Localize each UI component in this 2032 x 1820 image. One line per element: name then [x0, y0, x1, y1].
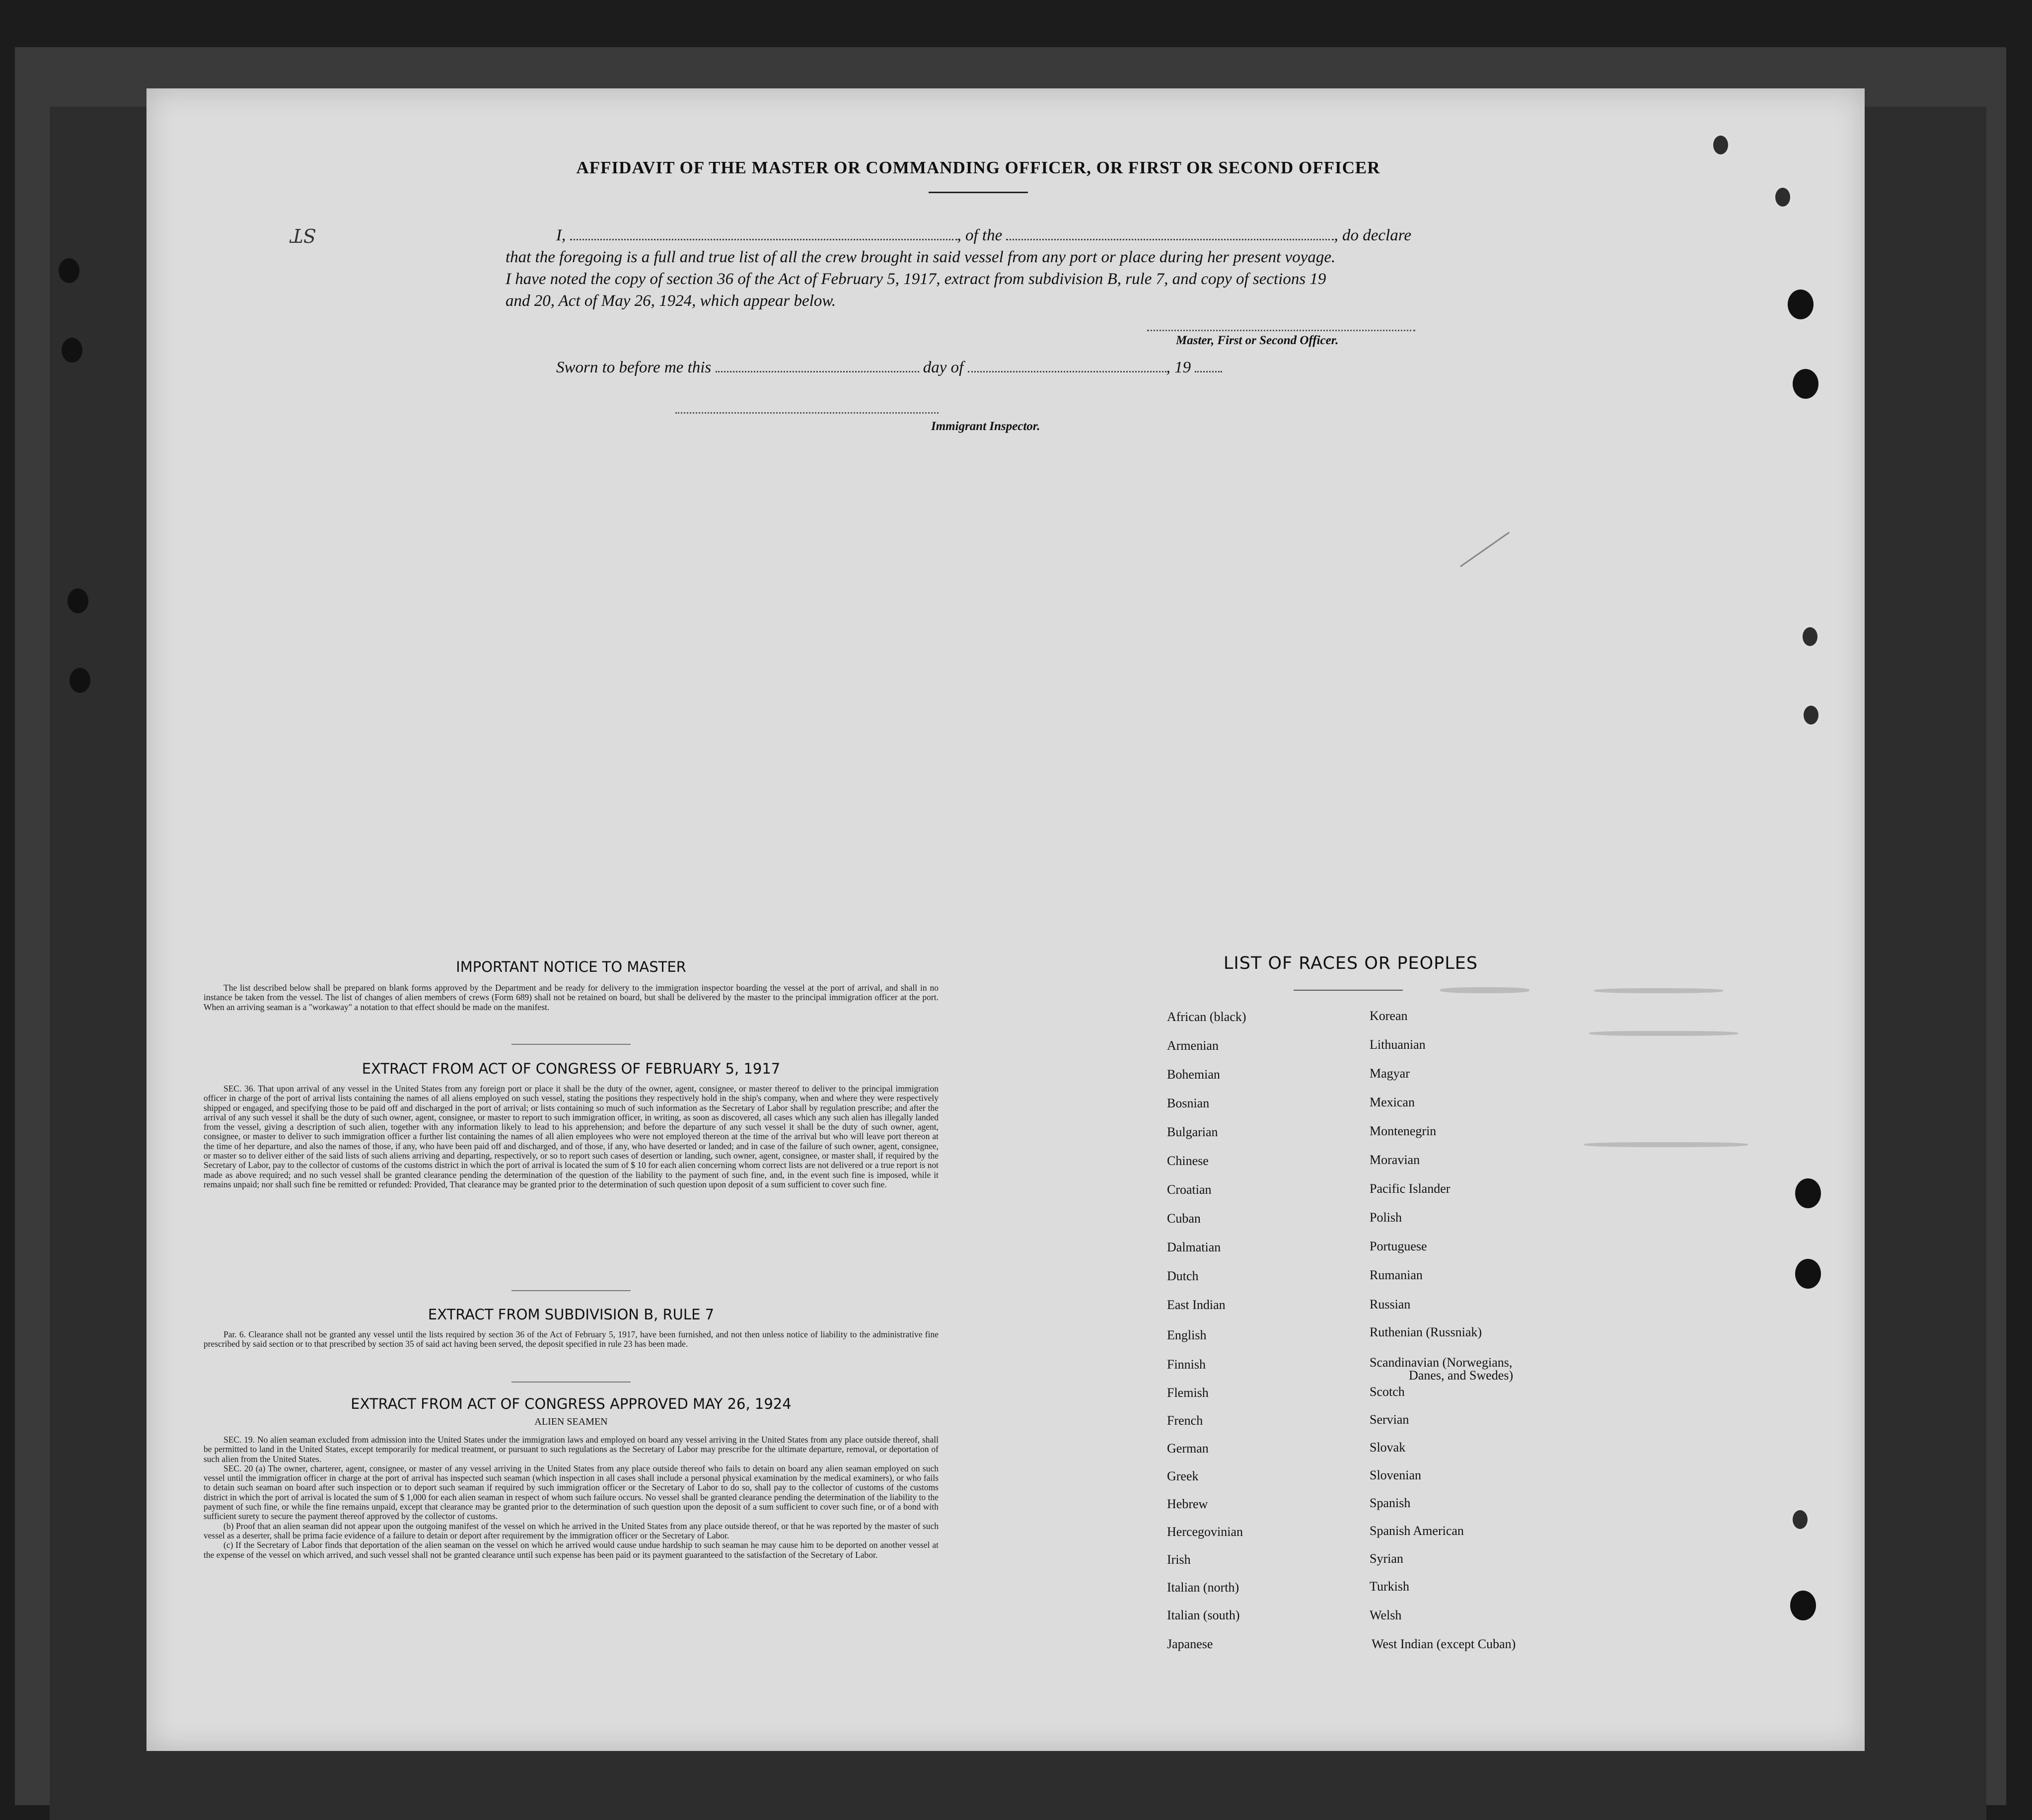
- extract-1924-text: [204, 1435, 939, 1560]
- sworn-day-blank[interactable]: [716, 370, 919, 372]
- declaration-do-declare: , do declare: [1334, 226, 1411, 244]
- notice-paragraph: The list described below shall be prepared on blank forms approved by the Department and be ready for delivery to the immigration inspector boarding the vessel at the port of arrival, and shall in no instance be taken from the vessel. The list of changes of alien members of crews (Form 689) shall not be retained on board, but shall be delivered by the master to the principal immigration officer at the port. When an arriving seaman is a "workaway" a notation to that effect should be made on the manifest.: [204, 983, 939, 1012]
- races-title: LIST OF RACES OR PEOPLES: [1223, 953, 1478, 973]
- declaration-of-the: , of the: [957, 226, 1003, 244]
- race-item: Bulgarian: [1167, 1125, 1218, 1139]
- section-divider: [511, 1382, 631, 1383]
- race-item: Japanese: [1167, 1637, 1213, 1651]
- name-blank[interactable]: [570, 238, 957, 240]
- race-item: Turkish: [1370, 1579, 1409, 1594]
- race-item: Greek: [1167, 1469, 1199, 1483]
- binder-hole: [1795, 1178, 1821, 1208]
- race-item: East Indian: [1167, 1298, 1226, 1312]
- ledger-hole: [62, 338, 82, 363]
- notice-text: [204, 983, 939, 1012]
- race-item: Hercegovinian: [1167, 1525, 1243, 1539]
- bleed-through-smudge: [1584, 1142, 1748, 1147]
- race-item: Cuban: [1167, 1211, 1201, 1226]
- subdivision-b-text: [204, 1330, 939, 1349]
- extract-1917-text: [204, 1084, 939, 1189]
- declaration-line-4: and 20, Act of May 26, 1924, which appear below.: [506, 292, 836, 310]
- title-underline: [929, 192, 1028, 193]
- sworn-day-of: day of: [923, 359, 964, 376]
- sec20a-paragraph: SEC. 20 (a) The owner, charterer, agent, consignee, or master of any vessel arriving in the United States from any place outside thereof who fails to detain on board any alien seaman employed on such vessel until the immigration officer in charge at the port of arrival has inspected such seaman (which inspection in all cases shall include a personal physical examination by the medical examiners), or who fails to detain such seaman on board after such inspection or to deport such seaman if required by such immigration officer or the Secretary of Labor to do so, shall pay to the collector of customs of the customs district in which the port of arrival is located the sum of $ 1,000 for each alien seaman in respect of whom such failure occurs. No vessel shall be granted clearance pending the determination of the liability to the payment of such fine, or while the fine remains unpaid, except that clearance may be granted prior to the determination of such question upon the deposit of a sum sufficient to cover such fine, or of a bond with sufficient surety to secure the payment thereof approved by the collector of customs.: [204, 1463, 939, 1522]
- bleed-through-smudge: [1440, 987, 1529, 993]
- declaration-line-2: that the foregoing is a full and true list of all the crew brought in said vessel from any port or place during her present voyage.: [506, 248, 1336, 266]
- race-item: Italian (north): [1167, 1580, 1239, 1595]
- binder-hole: [1773, 185, 1793, 209]
- race-item: Finnish: [1167, 1357, 1206, 1372]
- sec36-paragraph: SEC. 36. That upon arrival of any vessel in the United States from any foreign port or place it shall be the duty of the owner, agent, consignee, or master thereof to deliver to the principal immigration officer in charge of the port of arrival lists containing the names of all aliens employed on such vessel, stating the positions they respectively hold in the ship's company, when and where they were respectively shipped or engaged, and specifying those to be paid off and discharged in the port of arrival; or lists containing so much of such information as the Secretary of Labor shall by regulation prescribe; and after the arrival of any such vessel it shall be the duty of such owner, agent, consignee, or master to report to such immigration officer, in writing, as soon as discovered, all cases which any such alien has illegally landed from the vessel, giving a description of such alien, together with any information likely to lead to his apprehension; and before the departure of any such vessel it shall be the duty of such owner, agent, consignee, or master to deliver to such immigration officer a further list containing the names of all alien employees who were not employed thereon at the time of the arrival but who will leave port thereon at the time of her departure, and also the names of those, if any, who have been paid off and discharged, and of those, if any, who have deserted or landed; and in case of the failure of such owner, agent, consignee, or master so to deliver either of the said lists of such aliens arriving and departing, respectively, or so to report such cases of desertion or landing, such owner, agent, consignee, or master shall, if required by the Secretary of Labor, pay to the collector of customs of the customs district in which the port of arrival is located the sum of $ 10 for each alien concerning whom correct lists are not delivered or a true report is not made as above required; and no such vessel shall be granted clearance pending the determination of the question of the liability to the payment of such fine, and, in the event such fine is imposed, while it remains unpaid; nor shall such fine be remitted or refunded: Provided, That clearance may be granted prior to the determination of such question upon deposit of a sum sufficient to cover such fine.: [204, 1084, 939, 1189]
- race-item: Armenian: [1167, 1038, 1219, 1053]
- notice-title: IMPORTANT NOTICE TO MASTER: [456, 958, 686, 975]
- declaration-line-3: I have noted the copy of section 36 of the Act of February 5, 1917, extract from subdivision B, rule 7, and copy of sections 19: [506, 270, 1326, 288]
- race-item: Pacific Islander: [1370, 1181, 1451, 1196]
- binder-hole: [1801, 703, 1821, 727]
- ledger-hole: [59, 258, 79, 283]
- binder-hole: [1795, 1259, 1821, 1289]
- inspector-signature-line[interactable]: [675, 412, 939, 414]
- sec19-paragraph: SEC. 19. No alien seaman excluded from admission into the United States under the immigration laws and employed on board any vessel arriving in the United States from any place outside thereof, shall be permitted to land in the United States, except temporarily for medical treatment, or pursuant to such regulations as the Secretary of Labor may prescribe for the ultimate departure, removal, or deportation of such alien from the United States.: [204, 1435, 939, 1464]
- race-item: Rumanian: [1370, 1268, 1423, 1282]
- race-item: Chinese: [1167, 1154, 1209, 1168]
- race-item: Korean: [1370, 1009, 1408, 1023]
- alien-seamen-subtitle: ALIEN SEAMEN: [534, 1416, 608, 1427]
- race-item: Moravian: [1370, 1153, 1420, 1167]
- race-item: Scotch: [1370, 1384, 1405, 1399]
- race-item: Mexican: [1370, 1095, 1415, 1109]
- race-item: Irish: [1167, 1552, 1191, 1567]
- sworn-text: Sworn to before me this: [556, 359, 712, 376]
- race-item: Welsh: [1370, 1608, 1402, 1622]
- bleed-through-smudge: [1589, 1031, 1738, 1036]
- race-item: Bosnian: [1167, 1096, 1210, 1110]
- declaration-line-1: [556, 226, 1411, 245]
- extract-1917-title: EXTRACT FROM ACT OF CONGRESS OF FEBRUARY 5, 1917: [362, 1060, 781, 1077]
- inspector-signature-label: Immigrant Inspector.: [931, 420, 1040, 433]
- binder-hole: [1790, 1591, 1816, 1620]
- par6-paragraph: Par. 6. Clearance shall not be granted any vessel until the lists required by section 36 of the Act of February 5, 1917, have been furnished, and not then unless notice of liability to the administrative fine prescribed by said section or to that prescribed by section 35 of said act having been served, the deposit specified in rule 23 has been made.: [204, 1329, 939, 1349]
- binder-hole: [1711, 133, 1731, 157]
- race-item: Flemish: [1167, 1385, 1209, 1400]
- race-item: Italian (south): [1167, 1608, 1240, 1622]
- race-item: Syrian: [1370, 1551, 1403, 1566]
- race-item: English: [1167, 1328, 1207, 1342]
- ledger-hole: [70, 668, 90, 693]
- bleed-through-smudge: [1594, 988, 1723, 993]
- race-item: Spanish: [1370, 1496, 1411, 1510]
- race-item: Hebrew: [1167, 1497, 1208, 1511]
- extract-1924-title: EXTRACT FROM ACT OF CONGRESS APPROVED MAY 26, 1924: [351, 1395, 792, 1412]
- race-item: French: [1167, 1413, 1203, 1428]
- race-item: Slovenian: [1370, 1468, 1421, 1482]
- sworn-line: [556, 359, 1222, 377]
- race-item: Bohemian: [1167, 1067, 1220, 1082]
- race-item: Slovak: [1370, 1440, 1406, 1455]
- race-item: West Indian (except Cuban): [1372, 1637, 1516, 1651]
- master-signature-line[interactable]: [1147, 330, 1415, 331]
- section-divider: [511, 1044, 631, 1045]
- binder-hole: [1790, 1508, 1810, 1531]
- race-item: Magyar: [1370, 1066, 1410, 1081]
- binder-hole: [1800, 625, 1820, 649]
- vessel-blank[interactable]: [1006, 238, 1334, 240]
- race-item: Dalmatian: [1167, 1240, 1221, 1254]
- sworn-month-blank[interactable]: [968, 370, 1166, 372]
- race-item: Russian: [1370, 1297, 1411, 1311]
- ledger-hole: [68, 588, 88, 613]
- race-item: Montenegrin: [1370, 1124, 1437, 1138]
- sworn-year-blank[interactable]: [1195, 370, 1222, 372]
- master-signature-label: Master, First or Second Officer.: [1176, 334, 1339, 347]
- race-item: Croatian: [1167, 1182, 1212, 1197]
- race-item: Portuguese: [1370, 1239, 1427, 1253]
- race-item: Ruthenian (Russniak): [1370, 1325, 1482, 1339]
- race-item: Dutch: [1167, 1269, 1199, 1283]
- declaration-i: I,: [556, 226, 566, 244]
- race-item-continuation: Danes, and Swedes): [1409, 1368, 1514, 1383]
- binder-hole: [1788, 290, 1814, 319]
- handwritten-mark: ST: [290, 224, 316, 246]
- races-divider: [1294, 990, 1403, 991]
- section-divider: [511, 1290, 631, 1291]
- race-item: Polish: [1370, 1210, 1402, 1225]
- race-item: Scandinavian (Norwegians,: [1370, 1355, 1513, 1370]
- race-item: Servian: [1370, 1412, 1409, 1427]
- sec20c-paragraph: (c) If the Secretary of Labor finds that deportation of the alien seaman on the vessel on which he arrived would cause undue hardship to such seaman he may cause him to be deported on another vessel at the expense of the vessel on which arrived, and such vessel shall not be granted clearance until such expense has been paid or its payment guaranteed to the satisfaction of the Secretary of Labor.: [204, 1540, 939, 1560]
- binder-hole: [1793, 369, 1818, 399]
- race-item: German: [1167, 1441, 1209, 1456]
- affidavit-title: AFFIDAVIT OF THE MASTER OR COMMANDING OFFICER, OR FIRST OR SECOND OFFICER: [576, 158, 1380, 177]
- race-item: Spanish American: [1370, 1524, 1464, 1538]
- subdivision-b-title: EXTRACT FROM SUBDIVISION B, RULE 7: [428, 1306, 715, 1323]
- race-item: Lithuanian: [1370, 1037, 1426, 1052]
- sworn-year-prefix: , 19: [1166, 359, 1191, 376]
- race-item: African (black): [1167, 1010, 1246, 1024]
- sec20b-paragraph: (b) Proof that an alien seaman did not appear upon the outgoing manifest of the vessel on which he arrived in the United States from any place outside thereof, or that he was reported by the master of such vessel as a deserter, shall be prima facie evidence of a failure to detain or deport after requirement by the immigration officer or the Secretary of Labor.: [204, 1521, 939, 1540]
